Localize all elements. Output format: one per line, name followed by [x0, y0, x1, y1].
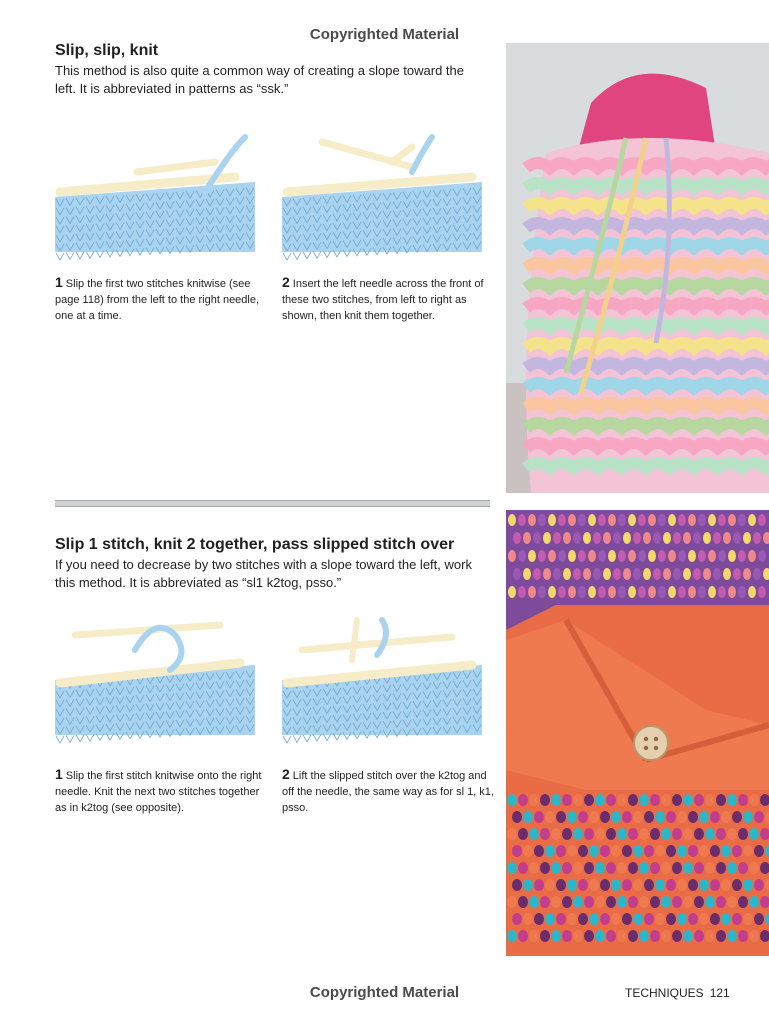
sk2p-step1-caption: [55, 766, 270, 816]
striped-drawstring-bag-photo: [506, 43, 769, 493]
step-text: Lift the slipped stitch over the k2tog and off the needle, the same way as for sl 1, k1, psso.: [282, 770, 494, 814]
step-text: Slip the first stitch knitwise onto the right needle. Knit the next two stitches together as in k2tog (see opposite).: [55, 770, 262, 814]
step-number: 1: [55, 766, 63, 782]
orange-knitted-pouch-photo: [506, 510, 769, 956]
copyright-watermark-top: Copyrighted Material: [309, 26, 460, 43]
sk2p-step2-illustration: [282, 615, 487, 755]
page-number: 121: [709, 986, 730, 1000]
step-number: 2: [282, 766, 290, 782]
ssk-step2-illustration: [282, 132, 487, 267]
ssk-step1-illustration: [55, 132, 260, 267]
step-text: Slip the first two stitches knitwise (see page 118) from the left to the right needle, one at a time.: [55, 278, 260, 322]
wooden-button-icon: [634, 726, 668, 760]
section-intro-sl1-k2tog-psso: If you need to decrease by two stitches with a slope toward the left, work this method. It is abbreviated as “sl1 k2tog, psso.”: [55, 557, 472, 590]
section-title-ssk: Slip, slip, knit: [55, 42, 159, 59]
copyright-watermark-bottom: Copyrighted Material: [309, 984, 460, 1001]
ssk-step2-caption: [282, 274, 497, 324]
step-number: 1: [55, 274, 63, 290]
step-number: 2: [282, 274, 290, 290]
ssk-step1-caption: [55, 274, 270, 324]
section-title-sl1-k2tog-psso: Slip 1 stitch, knit 2 together, pass slipped stitch over: [55, 536, 455, 553]
folio-section: TECHNIQUES: [625, 986, 704, 1000]
step-text: Insert the left needle across the front of these two stitches, from left to right as shown, then knit them together.: [282, 278, 484, 322]
sk2p-step2-caption: [282, 766, 497, 816]
section-intro-ssk: This method is also quite a common way of creating a slope toward the left. It is abbreviated in patterns as “ssk.”: [55, 63, 464, 96]
sk2p-step1-illustration: [55, 615, 260, 755]
page-folio: [625, 986, 730, 1000]
section-divider: [55, 500, 490, 507]
